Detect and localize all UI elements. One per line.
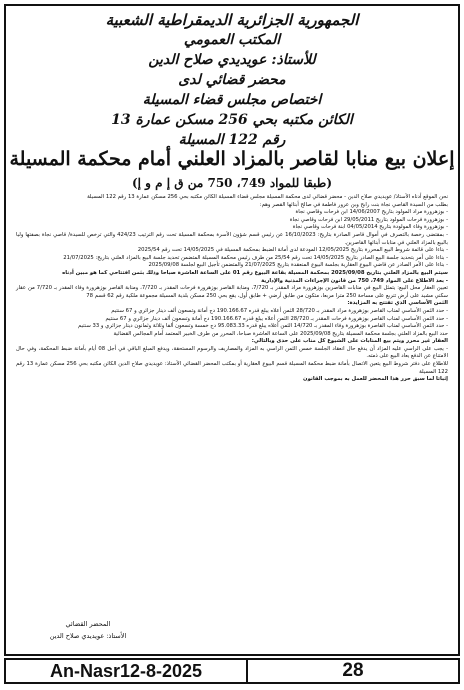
header-line: للأستاذ: عويديدي صلاح الدين [148, 52, 316, 68]
body-paragraph: نحن الموقع أدناه الأستاذ/ عويديدي صلاح الدين - محضر قضائي لدى محكمة المسيلة مجلس قضاء المسيلة الكائن مكتبه بحي 256 مسكن عمارة 13 رقم 122 المسيلة [87, 194, 448, 200]
legal-basis-subtitle: (طبقا للمواد 749، 750 من ق إ م و إ) [131, 176, 333, 190]
header-line: الجمهورية الجزائرية الديمقراطية الشعبية [105, 11, 359, 29]
body-paragraph: للاطلاع على دفتر شروط البيع يتعين الاتصال بأمانة ضبط محكمة المسيلة قسم البيوع العقارية أو بمكتب المحضر القضائي الأستاذ: عويديدي صلاح الدين الكائن مكتبه بحي 256 مسكن عمارة 13 رقم 122 المسيلة [16, 361, 448, 375]
announcement-frame [4, 4, 460, 656]
body-paragraph: - بوزهرورة وفاء المولودة بتاريخ 04/05/2014 ابنة فرحات وقاصي نجاة [292, 224, 448, 231]
body-paragraph: - بوزهرورة مراد المولود بتاريخ 14/06/2007 ابن فرحات وقاصي نجاة [295, 209, 448, 216]
body-paragraph: تعيين العقار محل البيع: يتمثل البيع في منابات القاصرين بوزهرورة مراد المقدر بـ 7/720، ومنابة القاصر بوزهرورة فرحات المقدر بـ 7/720، ومنابة القاصر بوزهرورة وفاء المقدر بـ 7/720 من عقار سكني مشيد على أرض تتربع على مساحة 250 مترا مربعا، متكون من طابق أرضي + طابق أول، يقع بحي 250 مسكن بلدية المسيلة مجموعة ملكية رقم 62 قسم 78 [16, 285, 448, 299]
body-paragraph: إثباتا لما سبق حرر هذا المحضر للعمل به بموجب القانون [303, 376, 448, 383]
page-footer [4, 658, 460, 684]
body-paragraph: الثمن الأساسي الذي تفتتح به المزايدة: [347, 300, 448, 307]
issuer-header [6, 10, 458, 150]
header-line: محضر قضائي لدى [178, 72, 286, 88]
body-paragraph: - حدد الثمن الأساسي لمناب القاصر بوزهرورة مراد المقدر بـ 28/720 الثمن أعلاه يبلغ قدره 190.166.67 دج أمانة وتسعون ألف دينار جزائري و 67 سنتيم [111, 307, 448, 314]
body-paragraph: - بعد الاطلاع على المواد 749، 750 من قانون الإجراءات المدنية والإدارية [261, 277, 448, 284]
body-paragraph: - حدد الثمن الأساسي لمناب القاصرة بوزهرورة وفاء المقدر بـ 14/720 الثمن أعلاه يبلغ قدره 95.083.33 دج خمسة وتسعون ألفا وثلاثة وثمانون دينار جزائري و 33 سنتيم [78, 323, 448, 330]
signature-block [28, 618, 148, 642]
page-number: 28 [342, 660, 364, 681]
announcement-title: إعلان بيع منابا لقاصر بالمزاد العلني أمام محكمة المسيلة [9, 148, 455, 170]
body-paragraph: - بوزهرورة فرحات المولود بتاريخ 29/05/2011 ابن فرحات وقاصي نجاة [289, 216, 448, 223]
header-line: الكائن مكتبه بحي 256 مسكن عمارة 13 [111, 112, 353, 128]
signature-title: المحضر القضائي [65, 620, 111, 628]
body-paragraph: حدد البيع بالمزاد العلني بجلسة محكمة المسيلة بتاريخ 2025/09/08 على الساعة العاشرة صباحا، المحرر من طرف الخبير المعتمد أمام المجالس القضائية [113, 330, 448, 337]
body-paragraph: - يجب على الراسي عليه المزاد أن يدفع حال انعقاد الجلسة خمس الثمن الراسي به المزاد والمصاريف والرسوم المستحقة، ويدفع المبلغ الباقي في أجل 08 أيام بأمانة ضبط المحكمة، وفي حال الامتناع عن الدفع يعاد البيع على ذمته. [16, 345, 448, 360]
body-paragraph: بطلب من السيدة القاصي نجاة بنت رابح وبن عرور فاطمة في صالح أبنائها القصر وهم: [259, 201, 448, 208]
header-line: رقم 122 المسيلة [178, 132, 286, 148]
signature-name: الأستاذ: عويديدي صلاح الدين [49, 632, 127, 640]
announcement-body [16, 194, 448, 384]
header-line: اختصاص مجلس قضاء المسيلة [142, 92, 322, 108]
body-paragraph: - حدد الثمن الأساسي لمناب القاصر بوزهرورة فرحات المقدر بـ 28/720 الثمن أعلاه يبلغ قدره 190.166.67 دج أمانة وتسعون ألف دينار جزائري و 67 سنتيم [105, 315, 448, 322]
body-paragraph: العقار غير محرر ويتم بيع المنابات على الشيوع كل مناب على حدى وبالتالي: [251, 338, 448, 345]
body-paragraph: - بناءا على قائمة شروط البيع المحررة بتاريخ 12/05/2025 المودعة لدى أمانة الضبط بمحكمة المسيلة في 14/05/2025 تحت رقم 2025/54 [137, 247, 448, 254]
body-paragraph: - بناءا على أمر بتحديد جلسة البيع الصادر بتاريخ 14/05/2025 تحت رقم 25/54 من طرف رئيس محكمة المسيلة المتضمن تحديد جلسة البيع بالمزاد العلني بتاريخ: 21/07/2025 [63, 254, 448, 261]
body-paragraph: - بمقتضى رخصة بالتصرف في أموال قاصر الصادرة بتاريخ: 16/10/2023 عن رئيس قسم شؤون الأسرة بمحكمة المسيلة تحت رقم الترتيب 424/23 والتي ترخص للسيدة/ قاصي نجاة بصفتها وليا بالبيع بالمزاد العلني في منابات أبنائها القاصرين. [16, 231, 448, 246]
header-line: المكتب العمومي [183, 32, 281, 48]
publication-tag: An-Nasr12-8-2025 [6, 660, 248, 682]
body-paragraph: - بناءا على الأمر الصادر عن قاضي البيوع العقارية بجلسة البيوع المنعقدة بتاريخ 21/07/2025 والمتضمن تأجيل البيع لجلسة 2025/09/08 [148, 262, 448, 269]
body-paragraph: سيتم البيع بالمزاد العلني بتاريخ 2025/09/08 بمحكمة المسيلة بقاعة البيوع رقم 01 على الساعة العاشرة صباحا وذلك بثمن افتتاحي كما هو مبين أدناه [62, 269, 448, 276]
